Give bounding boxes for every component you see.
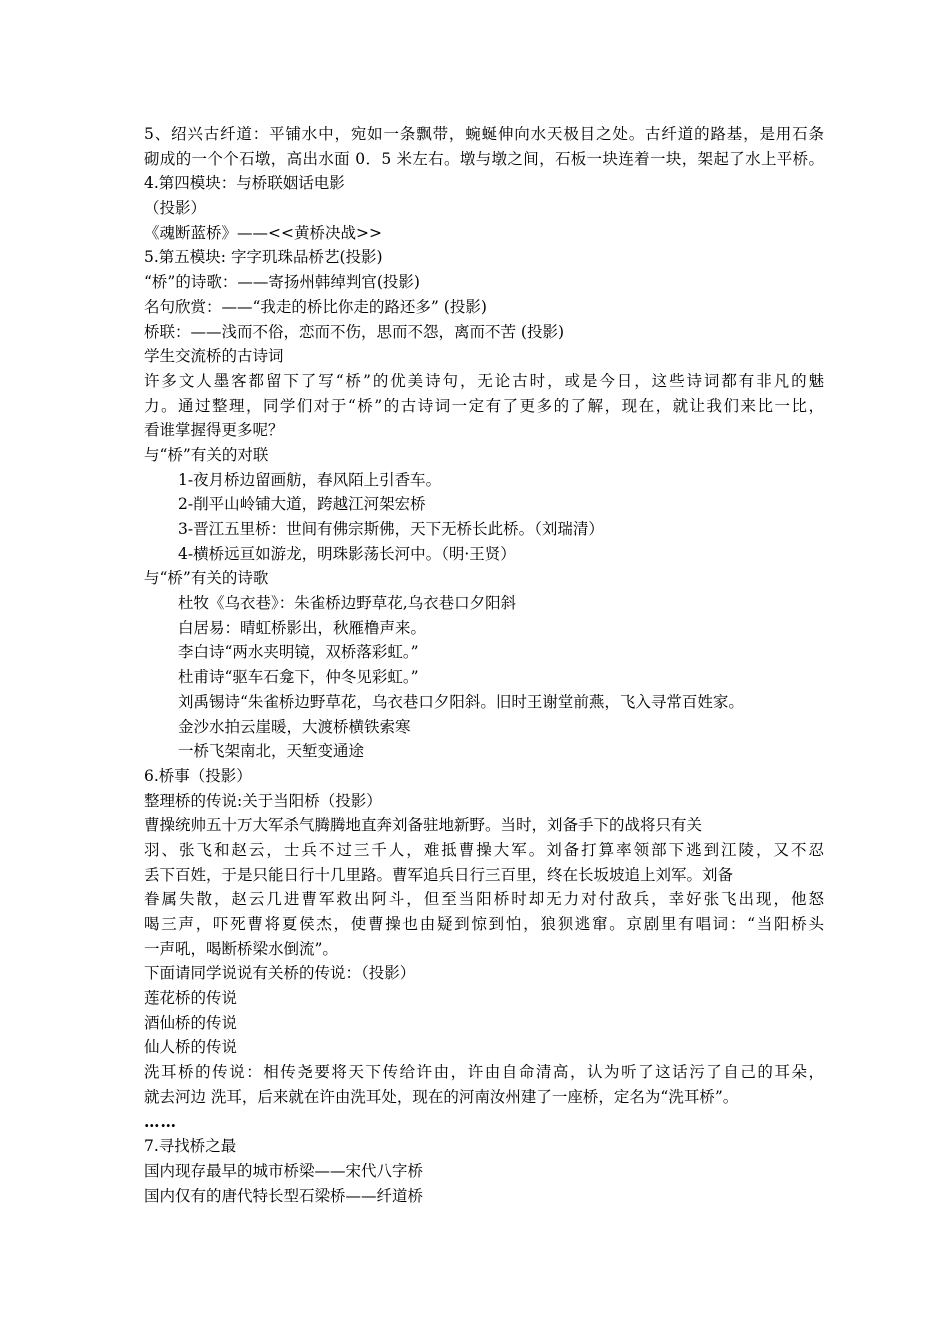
- text-line: 1-夜月桥边留画舫，春风陌上引香车。: [178, 470, 442, 489]
- text-line: 看谁掌握得更多呢？: [144, 421, 284, 440]
- text-line: 酒仙桥的传说: [144, 1013, 238, 1032]
- text-line: 整理桥的传说:关于当阳桥（投影）: [144, 791, 382, 810]
- text-line: 下面请同学说说有关桥的传说：（投影）: [144, 964, 416, 983]
- text-line: 杜甫诗“驱车石龛下，仲冬见彩虹。”: [178, 668, 419, 687]
- text-line: 与“桥”有关的诗歌: [144, 569, 269, 588]
- text-line: 曹操统帅五十万大军杀气腾腾地直奔刘备驻地新野。当时，刘备手下的战将只有关: [144, 816, 703, 835]
- text-line: 《魂断蓝桥》——<<黄桥决战>>: [144, 223, 382, 242]
- text-line: 仙人桥的传说: [144, 1038, 238, 1057]
- text-line: 白居易：晴虹桥影出，秋雁橹声来。: [178, 618, 427, 637]
- text-line: 羽、张飞和赵云，士兵不过三千人，难抵曹操大军。刘备打算率领部下逃到江陵，又不忍: [144, 840, 824, 859]
- text-line: 就去河边 洗耳，后来就在许由洗耳处，现在的河南汝州建了一座桥，定名为“洗耳桥”。: [144, 1087, 739, 1106]
- text-line: 5.第五模块: 字字玑珠品桥艺(投影): [144, 248, 383, 267]
- text-line: 7.寻找桥之最: [144, 1137, 237, 1156]
- text-line: 国内现存最早的城市桥梁——宋代八字桥: [144, 1161, 424, 1180]
- text-line: 杜牧《乌衣巷》：朱雀桥边野草花,乌衣巷口夕阳斜: [178, 594, 517, 613]
- text-line: 李白诗“两水夹明镜，双桥落彩虹。”: [178, 643, 419, 662]
- text-line: 洗耳桥的传说：相传尧要将天下传给许由，许由自命清高，认为听了这话污了自己的耳朵，: [144, 1063, 824, 1082]
- text-line: 许多文人墨客都留下了写“桥”的优美诗句，无论古时，或是今日，这些诗词都有非凡的魅: [144, 371, 824, 390]
- text-line: 4.第四模块：与桥联姻话电影: [144, 174, 345, 193]
- text-line: 2-削平山岭铺大道，跨越江河架宏桥: [178, 495, 426, 514]
- text-line: 一桥飞架南北，天堑变通途: [178, 742, 365, 761]
- text-line: 砌成的一个个石墩，高出水面 0．5 米左右。墩与墩之间，石板一块连着一块，架起了水上平桥。: [144, 149, 824, 168]
- text-line: 3-晋江五里桥：世间有佛宗斯佛，天下无桥长此桥。（刘瑞清）: [178, 520, 604, 538]
- text-line: 莲花桥的传说: [144, 989, 238, 1008]
- text-line: 5、绍兴古纤道：平铺水中，宛如一条飘带，蜿蜒伸向水天极目之处。古纤道的路基，是用石条: [144, 125, 824, 143]
- text-line: 桥联：——浅而不俗，恋而不伤，思而不怨，离而不苦 (投影): [144, 322, 565, 341]
- text-line: 喝三声，吓死曹将夏侯杰，使曹操也由疑到惊到怕，狼狈逃窜。京剧里有唱词：“当阳桥头: [144, 915, 824, 933]
- text-line: 与“桥”有关的对联: [144, 445, 269, 464]
- text-line: 丢下百姓，于是只能日行十几里路。曹军追兵日行三百里，终在长坂坡追上刘军。刘备: [144, 865, 734, 884]
- text-line: 力。通过整理，同学们对于“桥”的古诗词一定有了更多的了解，现在，就让我们来比一比，: [144, 396, 824, 415]
- document-body: [144, 122, 824, 1208]
- text-line: 名句欣赏：——“我走的桥比你走的路还多” (投影): [144, 297, 487, 316]
- text-line: 国内仅有的唐代特长型石梁桥——纤道桥: [144, 1186, 424, 1205]
- text-line: 4-横桥远亘如游龙，明珠影荡长河中。（明·王贤）: [178, 544, 516, 563]
- text-line: 6.桥事（投影）: [144, 766, 252, 785]
- text-line: （投影）: [144, 199, 207, 218]
- text-line: ……: [144, 1111, 177, 1131]
- text-line: 一声吼，喝断桥梁水倒流”。: [144, 939, 338, 958]
- text-line: 眷属失散，赵云几进曹军救出阿斗，但至当阳桥时却无力对付敌兵，幸好张飞出现，他怒: [144, 890, 824, 909]
- text-line: 刘禹锡诗“朱雀桥边野草花，乌衣巷口夕阳斜。旧时王谢堂前燕，飞入寻常百姓家。: [178, 692, 744, 711]
- text-line: 学生交流桥的古诗词: [144, 347, 284, 366]
- text-line: 金沙水拍云崖暖，大渡桥横铁索寒: [178, 717, 411, 736]
- text-line: “桥”的诗歌：——寄扬州韩绰判官(投影): [144, 273, 420, 292]
